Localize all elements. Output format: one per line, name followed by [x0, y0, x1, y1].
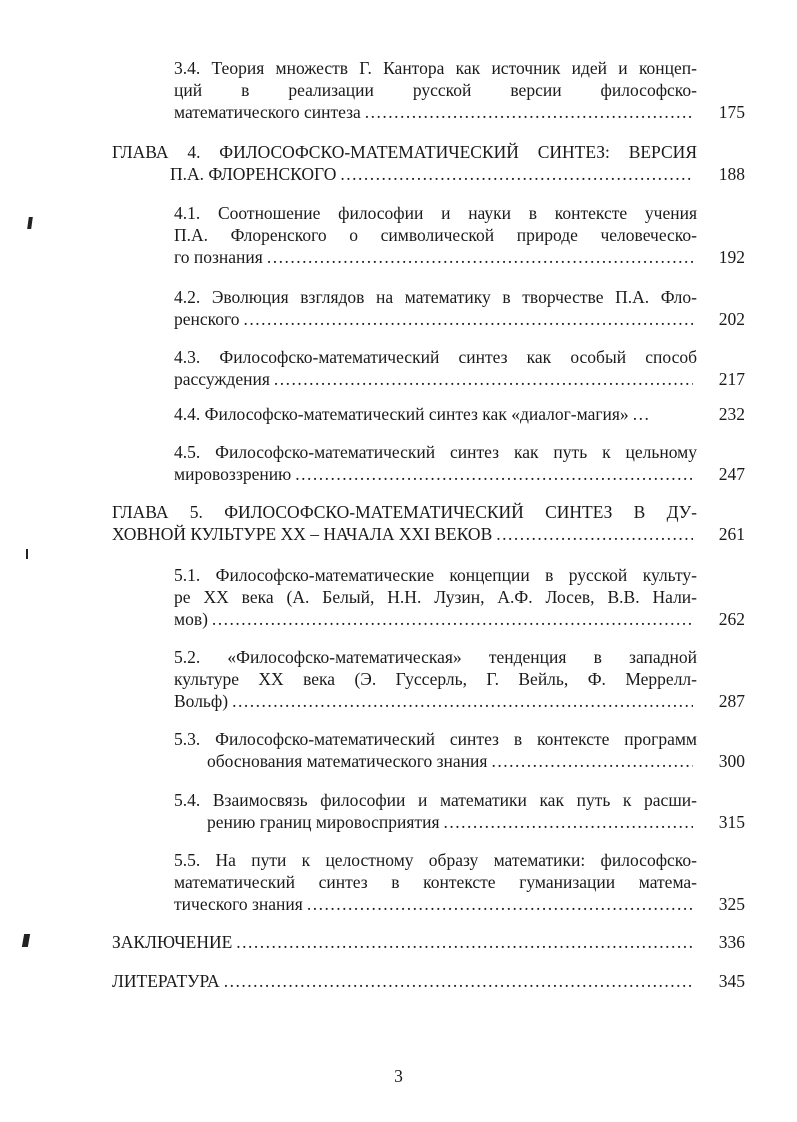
- toc-line: математического синтеза: [174, 102, 361, 122]
- page-ref: 232: [718, 404, 745, 424]
- leader-dots: [224, 970, 693, 992]
- page-ref: 247: [718, 464, 745, 484]
- leader-dots: [307, 893, 693, 915]
- leader-dots: [444, 811, 694, 833]
- page-ref: 202: [718, 309, 745, 329]
- toc-line: 5.2. «Философско-математическая» тенденция в западной: [174, 647, 697, 667]
- toc-line: обоснования математического знания: [207, 751, 488, 771]
- toc-line: 5.3. Философско-математический синтез в контексте программ: [174, 729, 697, 749]
- toc-line: го познания: [174, 247, 263, 267]
- page-ref: 217: [718, 369, 745, 389]
- toc-line: 3.4. Теория множеств Г. Кантора как источник идей и концеп-: [174, 58, 697, 78]
- leader-dots: [232, 690, 693, 712]
- leader-dots: [633, 403, 651, 425]
- toc-entry-5-1: [174, 564, 697, 630]
- toc-entry-chapter-5: [112, 501, 697, 545]
- page-ref: 300: [718, 751, 745, 771]
- page-ref: 336: [718, 932, 745, 952]
- leader-dots: [212, 608, 693, 630]
- toc-entry-5-4: [174, 789, 697, 833]
- leader-dots: [267, 246, 693, 268]
- toc-line: 4.4. Философско-математический синтез как «диалог-магия»: [174, 404, 629, 424]
- toc-entry-5-5: [174, 849, 697, 915]
- leader-dots: [491, 750, 693, 772]
- scan-mark: [22, 934, 30, 947]
- toc-entry-4-5: [174, 441, 697, 485]
- toc-line: П.А. Флоренского о символической природе человеческо-: [174, 225, 697, 245]
- leader-dots: [274, 368, 693, 390]
- leader-dots: [496, 523, 693, 545]
- toc-entry-5-2: [174, 646, 697, 712]
- leader-dots: [236, 931, 693, 953]
- toc-line: 5.5. На пути к целостному образу математики: философско-: [174, 850, 697, 870]
- toc-entry-3-4: [174, 57, 697, 123]
- toc-line: 5.1. Философско-математические концепции в русской культу-: [174, 565, 697, 585]
- toc-entry-literature: [112, 970, 697, 992]
- toc-entry-4-4: [174, 403, 697, 425]
- toc-line: мов): [174, 609, 208, 629]
- toc-line: рению границ мировосприятия: [207, 812, 440, 832]
- page-ref: 192: [718, 247, 745, 267]
- toc-entry-4-3: [174, 346, 697, 390]
- toc-entry-4-1: [174, 202, 697, 268]
- toc-line: 5.4. Взаимосвязь философии и математики как путь к расши-: [174, 790, 697, 810]
- toc-line: ций в реализации русской версии философско-: [174, 80, 697, 100]
- toc-entry-4-2: [174, 286, 697, 330]
- toc-line: ЗАКЛЮЧЕНИЕ: [112, 932, 233, 952]
- toc-line: тического знания: [174, 894, 303, 914]
- toc-line: ЛИТЕРАТУРА: [112, 971, 220, 991]
- scan-mark: [27, 217, 33, 229]
- page-number: 3: [394, 1066, 403, 1086]
- page-ref: 188: [718, 164, 745, 184]
- toc-entry-5-3: [174, 728, 697, 772]
- toc-line: 4.1. Соотношение философии и науки в контексте учения: [174, 203, 697, 223]
- toc-line: 4.5. Философско-математический синтез как путь к цельному: [174, 442, 697, 462]
- page-ref: 315: [718, 812, 745, 832]
- leader-dots: [340, 163, 693, 185]
- toc-line: Вольф): [174, 691, 229, 711]
- toc-line: культуре XX века (Э. Гуссерль, Г. Вейль, Ф. Меррелл-: [174, 669, 697, 689]
- scan-mark: [26, 549, 28, 559]
- toc-line: математический синтез в контексте гуманизации матема-: [174, 872, 697, 892]
- leader-dots: [365, 101, 693, 123]
- toc-line: 4.3. Философско-математический синтез как особый способ: [174, 347, 697, 367]
- toc-line: мировоззрению: [174, 464, 292, 484]
- toc-line: рассуждения: [174, 369, 270, 389]
- leader-dots: [244, 308, 693, 330]
- page-ref: 345: [718, 971, 745, 991]
- toc-line: ХОВНОЙ КУЛЬТУРЕ XX – НАЧАЛА XXI ВЕКОВ: [112, 524, 493, 544]
- page-ref: 262: [718, 609, 745, 629]
- toc-entry-conclusion: [112, 931, 697, 953]
- leader-dots: [295, 463, 693, 485]
- toc-line: ренского: [174, 309, 240, 329]
- page-ref: 261: [718, 524, 745, 544]
- page-ref: 325: [718, 894, 745, 914]
- toc-entry-chapter-4: [112, 141, 697, 185]
- toc-line: 4.2. Эволюция взглядов на математику в творчестве П.А. Фло-: [174, 287, 697, 307]
- page-ref: 287: [718, 691, 745, 711]
- toc-line: ГЛАВА 4. ФИЛОСОФСКО-МАТЕМАТИЧЕСКИЙ СИНТЕЗ: ВЕРСИЯ: [112, 142, 697, 162]
- toc-line: ре XX века (А. Белый, Н.Н. Лузин, А.Ф. Лосев, В.В. Нали-: [174, 587, 697, 607]
- page-ref: 175: [718, 102, 745, 122]
- toc-line: П.А. ФЛОРЕНСКОГО: [170, 164, 337, 184]
- toc-line: ГЛАВА 5. ФИЛОСОФСКО-МАТЕМАТИЧЕСКИЙ СИНТЕЗ В ДУ-: [112, 502, 697, 522]
